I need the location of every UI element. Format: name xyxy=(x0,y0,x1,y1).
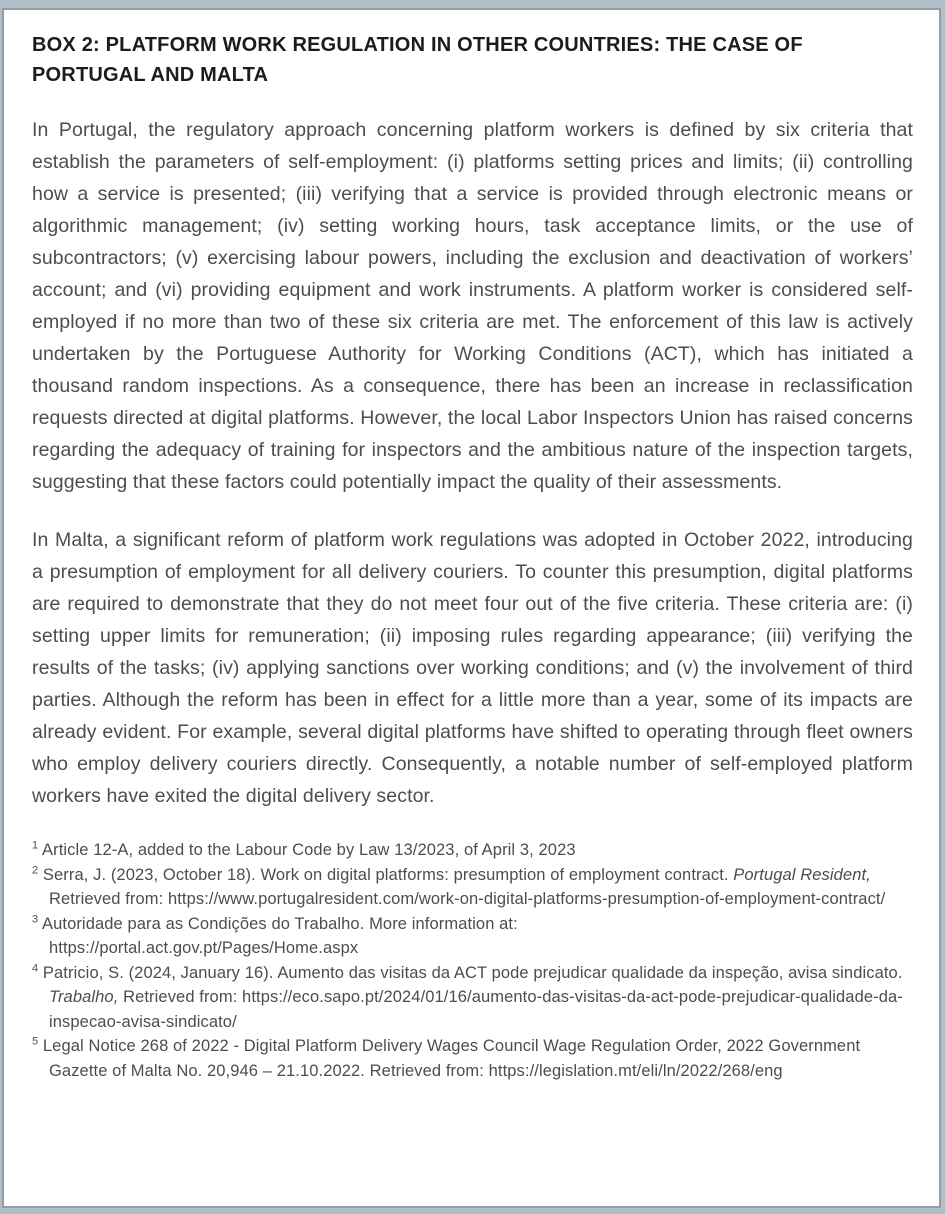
paragraph-portugal: In Portugal, the regulatory approach concerning platform workers is defined by six criteria that establish the parameters of self-employment: (i) platforms setting prices and limits; (ii) controlling how a service is presented; (iii) verifying that a service is provided through electronic means or algorithmic management; (iv) setting working hours, task acceptance limits, or the use of subcontractors; (v) exercising labour powers, including the exclusion and deactivation of workers’ account; and (vi) providing equipment and work instruments. A platform worker is considered self-employed if no more than two of these six criteria are met. The enforcement of this law is actively undertaken by the Portuguese Authority for Working Conditions (ACT), which has initiated a thousand random inspections. As a consequence, there has been an increase in reclassification requests directed at digital platforms. However, the local Labor Inspectors Union has raised concerns regarding the adequacy of training for inspectors and the ambitious nature of the inspection targets, suggesting that these factors could potentially impact the quality of their assessments. xyxy=(32,119,913,493)
footnote-text: Serra, J. (2023, October 18). Work on digital platforms: presumption of employment contract. xyxy=(42,865,734,884)
footnote-marker: 4 xyxy=(32,962,39,974)
footnote-marker: 1 xyxy=(32,839,39,852)
footnote-item xyxy=(32,961,913,1035)
footnote-item xyxy=(32,1034,913,1083)
footnote-source-title: Trabalho, xyxy=(49,988,119,1006)
footnote-item xyxy=(32,912,913,961)
footnote-marker: 5 xyxy=(32,1035,39,1048)
footnote-source-title: Portugal Resident, xyxy=(733,865,871,884)
footnote-text: Retrieved from: https://www.portugalresident.com/work-on-digital-platforms-presumption-of-employment-contract/ xyxy=(49,890,886,908)
footnote-text: Retrieved from: https://eco.sapo.pt/2024/01/16/aumento-das-visitas-da-act-pode-prejudicar-qualidade-da-inspecao-avisa-sindicato/ xyxy=(49,988,903,1031)
box-title: BOX 2: PLATFORM WORK REGULATION IN OTHER COUNTRIES: THE CASE OF PORTUGAL AND MALTA xyxy=(32,34,803,86)
footnote-text: Patricio, S. (2024, January 16). Aumento das visitas da ACT pode prejudicar qualidade da inspeção, avisa sindicato. xyxy=(42,963,903,982)
footnote-text: Autoridade para as Condições do Trabalho. More information at: xyxy=(42,914,518,933)
footnote-text: Article 12-A, added to the Labour Code by Law 13/2023, of April 3, 2023 xyxy=(42,841,576,859)
footnotes-section xyxy=(32,838,913,1083)
footnote-marker: 3 xyxy=(32,913,39,925)
footnote-text: https://portal.act.gov.pt/Pages/Home.aspx xyxy=(49,939,359,957)
footnote-text: Legal Notice 268 of 2022 - Digital Platform Delivery Wages Council Wage Regulation Order, 2022 Government Gazette of Malta No. 20,946 – 21.10.2022. Retrieved from: https://legislation.mt/eli/ln/2022/268/eng xyxy=(42,1037,861,1080)
footnote-item xyxy=(32,863,913,912)
footnote-marker: 2 xyxy=(32,864,39,876)
box-2-container xyxy=(2,8,941,1208)
paragraph-malta: In Malta, a significant reform of platform work regulations was adopted in October 2022, introducing a presumption of employment for all delivery couriers. To counter this presumption, digital platforms are required to demonstrate that they do not meet four out of the five criteria. These criteria are: (i) setting upper limits for remuneration; (ii) imposing rules regarding appearance; (iii) verifying the results of the tasks; (iv) applying sanctions over working conditions; and (v) the involvement of third parties. Although the reform has been in effect for a little more than a year, some of its impacts are already evident. For example, several digital platforms have shifted to operating through fleet owners who employ delivery couriers directly. Consequently, a notable number of self-employed platform workers have exited the digital delivery sector. xyxy=(32,529,913,807)
footnote-item xyxy=(32,838,913,863)
